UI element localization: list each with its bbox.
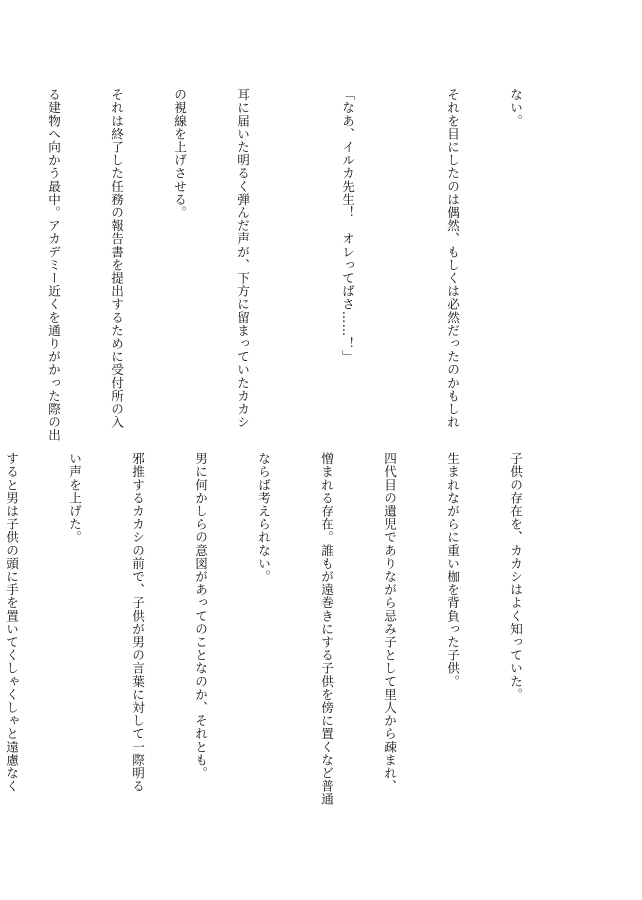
text-line: すると男は子供の頭に手を置いてくしゃくしゃと遠慮なく (4, 452, 19, 793)
text-line: 「なあ、イルカ先生！ オレってばさ……！」 (340, 88, 355, 364)
text-block-upper (46, 88, 568, 442)
text-line: ない。 (508, 88, 523, 128)
text-line: 生まれながらに重い枷を背負った子供。 (445, 452, 460, 688)
text-line: 男に何かしらの意図があってのことなのか、それとも。 (193, 452, 208, 780)
text-line: 子供の存在を、カカシはよく知っていた。 (508, 452, 523, 701)
text-line: 邪推するカカシの前で、子供が男の言葉に対して一際明る (130, 452, 145, 793)
text-line: い声を上げた。 (67, 452, 82, 544)
text-line: それは終了した任務の報告書を提出するために受付所の入 (109, 88, 124, 429)
text-line: 憎まれる存在。誰もが遠巻きにする子供を傍に置くなど普通 (319, 452, 334, 806)
text-line: それを目にしたのは偶然、もしくは必然だったのかもしれ (445, 88, 460, 429)
text-line: る建物へ向かう最中。アカデミー近くを通りがかった際の出 (46, 88, 61, 442)
text-line: 耳に届いた明るく弾んだ声が、下方に留まっていたカカシ (235, 88, 250, 429)
text-line (0, 88, 1, 398)
text-line: の視線を上げさせる。 (172, 88, 187, 219)
text-block-lower (4, 452, 568, 806)
text-line: ならば考えられない。 (256, 452, 271, 583)
text-line: 四代目の遺児でありながら忌み子として里人から疎まれ、 (382, 452, 397, 793)
